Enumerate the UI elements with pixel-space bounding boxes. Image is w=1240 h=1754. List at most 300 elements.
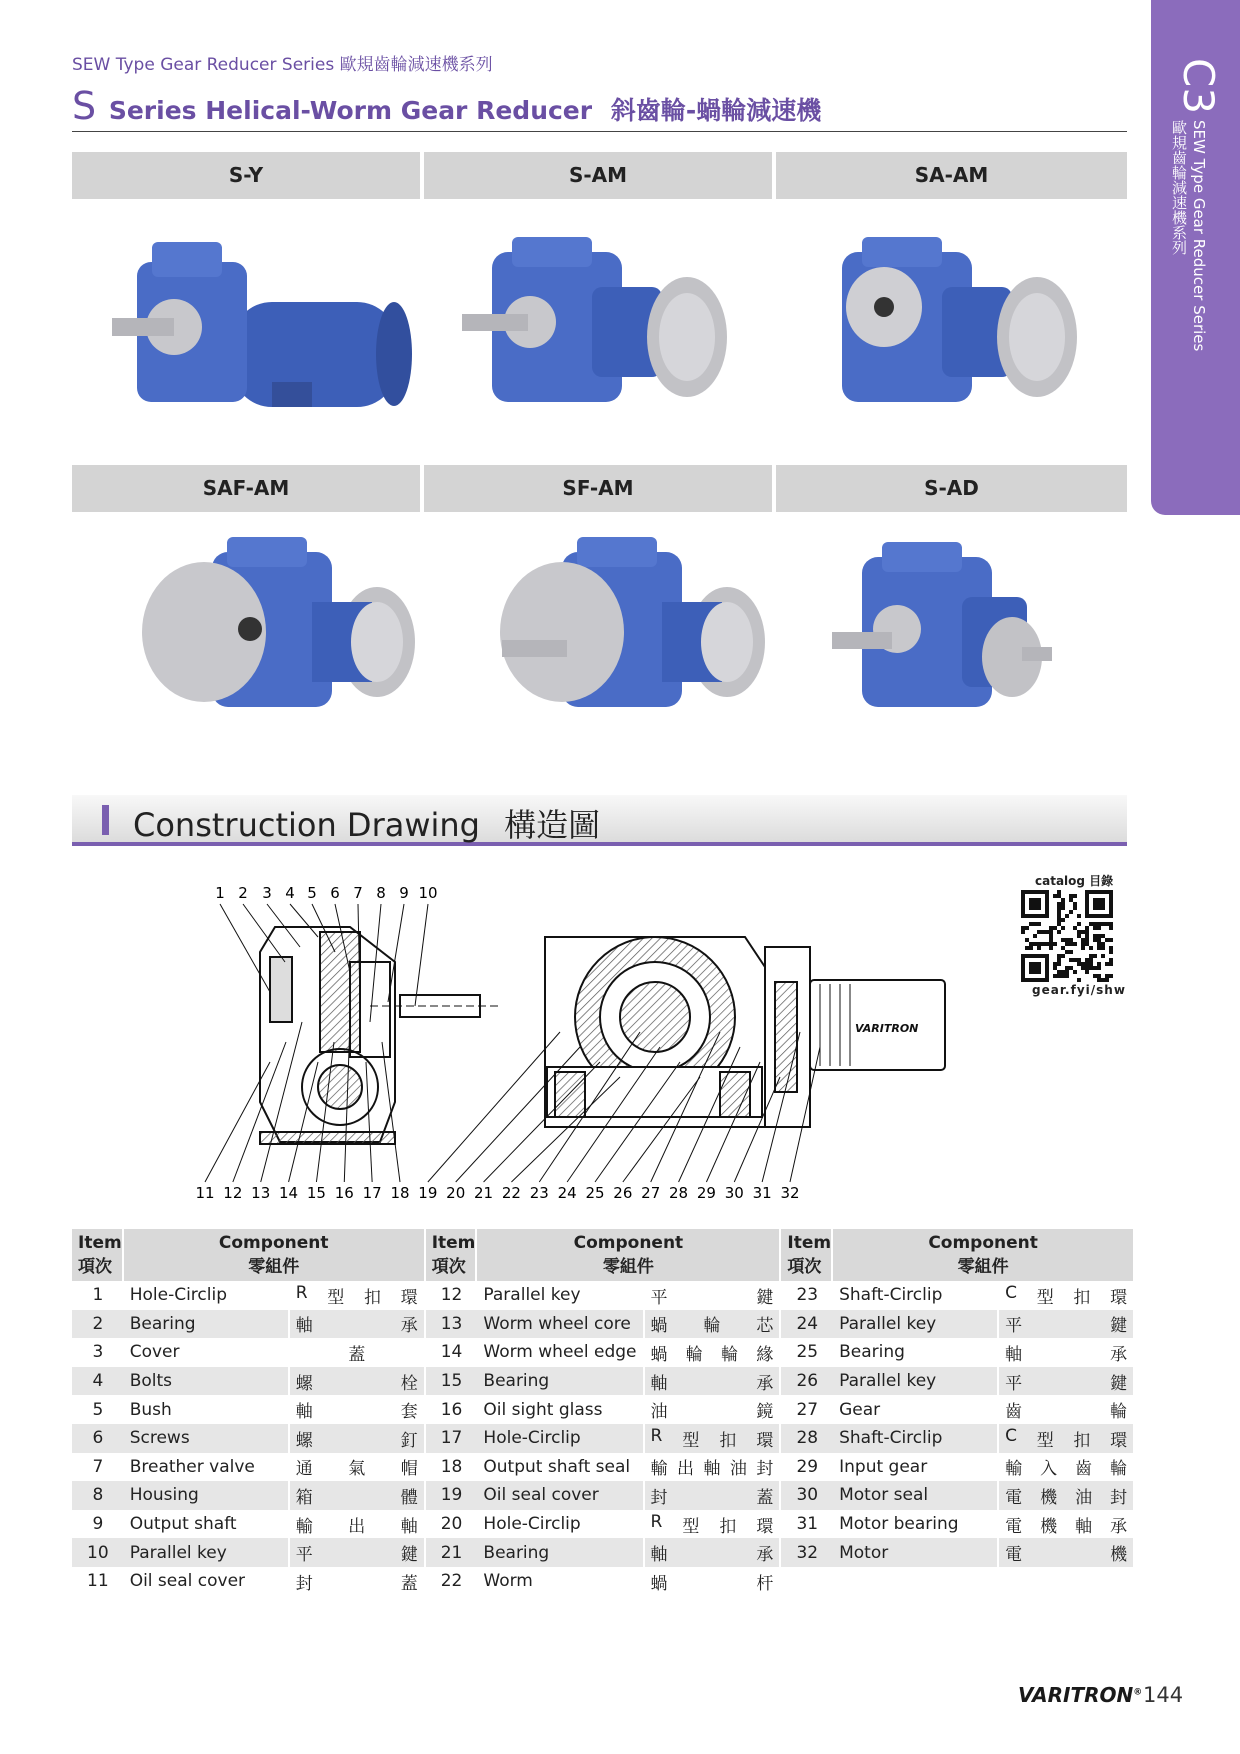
qr-module bbox=[1069, 942, 1073, 946]
component-name-zh-text: 平 鍵 bbox=[1005, 1316, 1128, 1337]
component-name-zh-text: 平 鍵 bbox=[650, 1287, 774, 1308]
qr-module bbox=[1089, 922, 1093, 926]
qr-module bbox=[1057, 930, 1061, 934]
component-name-zh-text: R 型 扣 環 bbox=[650, 1511, 774, 1537]
qr-module bbox=[1097, 966, 1101, 970]
page-title bbox=[72, 84, 821, 128]
qr-module bbox=[1033, 922, 1037, 926]
component-name-en: Bearing bbox=[477, 1367, 644, 1396]
component-name-zh-text: R 型 扣 環 bbox=[295, 1282, 418, 1308]
item-number: 30 bbox=[781, 1481, 833, 1510]
qr-module bbox=[1029, 922, 1033, 926]
qr-module bbox=[1077, 922, 1081, 926]
component-name-zh bbox=[290, 1424, 426, 1453]
section-title-zh: 構造圖 bbox=[504, 806, 601, 844]
component-name-en: Worm bbox=[477, 1567, 644, 1596]
component-name-zh bbox=[290, 1510, 426, 1539]
component-name-en: Gear bbox=[833, 1395, 999, 1424]
component-name-zh-text: 電 機 油 封 bbox=[1005, 1487, 1128, 1508]
qr-module bbox=[1097, 974, 1101, 978]
callout-number: 26 bbox=[613, 1184, 633, 1202]
component-name-zh-text: 封 蓋 bbox=[295, 1573, 418, 1594]
callout-leader bbox=[382, 1042, 400, 1182]
component-name-zh bbox=[645, 1453, 782, 1482]
qr-module bbox=[1085, 938, 1089, 942]
qr-module bbox=[1029, 946, 1033, 950]
component-name-zh-text: C 型 扣 環 bbox=[1005, 1425, 1128, 1451]
component-name-zh-text: 平 鍵 bbox=[1005, 1373, 1128, 1394]
callout-number: 6 bbox=[330, 884, 340, 902]
qr-module bbox=[1061, 938, 1065, 942]
qr-module bbox=[1093, 966, 1097, 970]
component-name-zh-text: 輸 出 軸 bbox=[295, 1516, 418, 1537]
qr-module bbox=[1073, 970, 1077, 974]
qr-module bbox=[1101, 942, 1105, 946]
callout-leader bbox=[243, 904, 285, 962]
qr-module bbox=[1097, 978, 1101, 982]
qr-code[interactable] bbox=[1021, 890, 1113, 982]
column-header-component: Component 零組件 bbox=[124, 1229, 426, 1281]
column-header-item: Item 項次 bbox=[781, 1229, 833, 1281]
component-name-en: Bush bbox=[124, 1395, 290, 1424]
qr-module bbox=[1049, 938, 1053, 942]
qr-module bbox=[1065, 970, 1069, 974]
table-row bbox=[72, 1367, 1135, 1396]
qr-module bbox=[1065, 974, 1069, 978]
qr-module bbox=[1061, 974, 1065, 978]
item-number: 24 bbox=[781, 1310, 833, 1339]
qr-module bbox=[1073, 926, 1077, 930]
component-name-zh-text: 電 機 bbox=[1005, 1545, 1128, 1566]
qr-module bbox=[1097, 934, 1101, 938]
callout-number: 19 bbox=[418, 1184, 438, 1202]
qr-module bbox=[1053, 962, 1057, 966]
qr-module bbox=[1105, 978, 1109, 982]
qr-module bbox=[1101, 978, 1105, 982]
component-name-en: Bearing bbox=[124, 1310, 290, 1339]
qr-module bbox=[1085, 966, 1089, 970]
component-name-en: Parallel key bbox=[124, 1538, 290, 1567]
qr-module bbox=[1097, 922, 1101, 926]
callout-number: 7 bbox=[353, 884, 363, 902]
qr-module bbox=[1037, 922, 1041, 926]
qr-module bbox=[1057, 918, 1061, 922]
qr-module bbox=[1081, 930, 1085, 934]
qr-module bbox=[1057, 910, 1061, 914]
table-row bbox=[72, 1538, 1135, 1567]
table-row bbox=[72, 1424, 1135, 1453]
component-name-en: Bearing bbox=[833, 1338, 999, 1367]
item-number: 17 bbox=[426, 1424, 478, 1453]
product-image-s-am bbox=[462, 232, 762, 432]
component-name-zh bbox=[999, 1510, 1135, 1539]
item-number: 18 bbox=[440, 1456, 463, 1477]
qr-module bbox=[1037, 946, 1041, 950]
qr-module bbox=[1085, 934, 1089, 938]
qr-module bbox=[1061, 902, 1065, 906]
qr-module bbox=[1069, 894, 1073, 898]
table-header-row bbox=[72, 1229, 1135, 1281]
callout-number: 30 bbox=[724, 1184, 744, 1202]
component-name-zh-text: 蝸 輪 輪 緣 bbox=[650, 1344, 774, 1365]
qr-module bbox=[1093, 954, 1097, 958]
product-image-saf-am bbox=[132, 537, 432, 737]
item-number: 14 bbox=[440, 1342, 463, 1363]
qr-module bbox=[1109, 922, 1113, 926]
qr-module bbox=[1065, 938, 1069, 942]
component-name-zh-text: 軸 承 bbox=[295, 1316, 418, 1337]
qr-module bbox=[1061, 970, 1065, 974]
qr-module bbox=[1037, 930, 1041, 934]
component-name-zh-text: R 型 扣 環 bbox=[650, 1425, 774, 1451]
component-name-zh bbox=[290, 1567, 426, 1596]
qr-module bbox=[1077, 958, 1081, 962]
callout-number: 12 bbox=[223, 1184, 243, 1202]
qr-module bbox=[1109, 938, 1113, 942]
qr-module bbox=[1101, 934, 1105, 938]
qr-module bbox=[1061, 946, 1065, 950]
callout-number: 21 bbox=[474, 1184, 494, 1202]
qr-module bbox=[1073, 958, 1077, 962]
callout-number: 1 bbox=[215, 884, 225, 902]
title-divider bbox=[72, 131, 1127, 132]
qr-module bbox=[1057, 958, 1061, 962]
component-name-en: Screws bbox=[124, 1424, 290, 1453]
qr-module bbox=[1105, 938, 1109, 942]
item-number: 6 bbox=[72, 1424, 124, 1453]
component-name-zh-text: 螺 栓 bbox=[295, 1373, 418, 1394]
qr-module bbox=[1105, 922, 1109, 926]
component-name-zh-text: 軸 承 bbox=[1005, 1344, 1128, 1365]
product-image-sf-am bbox=[482, 537, 782, 737]
qr-module bbox=[1065, 942, 1069, 946]
qr-module bbox=[1057, 970, 1061, 974]
callout-leader bbox=[205, 1062, 270, 1182]
qr-module bbox=[1061, 954, 1065, 958]
product-header: SAF-AM bbox=[72, 465, 420, 512]
chapter-label-en: SEW Type Gear Reducer Series bbox=[1190, 120, 1208, 352]
qr-module bbox=[1077, 930, 1081, 934]
qr-module bbox=[1065, 914, 1069, 918]
item-number: 28 bbox=[781, 1424, 833, 1453]
item-number: 15 bbox=[426, 1367, 478, 1396]
component-name-zh bbox=[999, 1367, 1135, 1396]
qr-module bbox=[1081, 942, 1085, 946]
qr-module bbox=[1057, 962, 1061, 966]
component-name-zh-text: 螺 釘 bbox=[295, 1430, 418, 1451]
component-name-en: Input gear bbox=[833, 1453, 999, 1482]
callout-number: 15 bbox=[306, 1184, 326, 1202]
component-name-en: Breather valve bbox=[124, 1453, 290, 1482]
item-number: 8 bbox=[72, 1481, 124, 1510]
table-row bbox=[72, 1281, 1135, 1310]
product-header: SF-AM bbox=[424, 465, 772, 512]
qr-module bbox=[1049, 930, 1053, 934]
qr-module bbox=[1109, 974, 1113, 978]
qr-module bbox=[1093, 898, 1105, 910]
component-name-zh bbox=[645, 1510, 782, 1539]
callout-leader bbox=[290, 904, 318, 937]
qr-module bbox=[1053, 894, 1057, 898]
qr-module bbox=[1073, 942, 1077, 946]
component-name-en: Bolts bbox=[124, 1367, 290, 1396]
qr-module bbox=[1069, 898, 1073, 902]
qr-module bbox=[1085, 958, 1089, 962]
qr-module bbox=[1109, 950, 1113, 954]
qr-module bbox=[1053, 966, 1057, 970]
component-name-zh bbox=[645, 1538, 782, 1567]
callout-leader bbox=[484, 1062, 600, 1182]
item-number: 4 bbox=[72, 1367, 124, 1396]
qr-module bbox=[1069, 950, 1073, 954]
qr-module bbox=[1053, 974, 1057, 978]
component-name-zh-text: 齒 輪 bbox=[1005, 1402, 1128, 1423]
callout-leader bbox=[261, 1022, 302, 1182]
title-text-zh: 斜齒輪-蝸輪減速機 bbox=[610, 96, 822, 125]
item-number: 32 bbox=[781, 1538, 833, 1567]
qr-module bbox=[1093, 974, 1097, 978]
component-name-zh bbox=[645, 1367, 782, 1396]
title-letter: S bbox=[72, 84, 97, 128]
section-header bbox=[72, 795, 1127, 846]
qr-module bbox=[1049, 934, 1053, 938]
component-name-en: Hole-Circlip bbox=[477, 1510, 644, 1539]
qr-module bbox=[1093, 922, 1097, 926]
qr-module bbox=[1101, 954, 1105, 958]
qr-module bbox=[1097, 946, 1101, 950]
qr-module bbox=[1049, 942, 1053, 946]
qr-module bbox=[1029, 898, 1041, 910]
component-name-zh-text: 蓋 bbox=[348, 1344, 366, 1365]
qr-module bbox=[1077, 962, 1081, 966]
qr-module bbox=[1097, 926, 1101, 930]
qr-module bbox=[1109, 926, 1113, 930]
component-name-zh bbox=[645, 1481, 782, 1510]
qr-module bbox=[1057, 974, 1061, 978]
component-name-zh bbox=[999, 1453, 1135, 1482]
component-name-zh bbox=[999, 1395, 1135, 1424]
component-name-en: Oil seal cover bbox=[477, 1481, 644, 1510]
component-name-zh-text: 軸 套 bbox=[295, 1402, 418, 1423]
qr-module bbox=[1025, 938, 1029, 942]
component-name-zh-text: 平 鍵 bbox=[295, 1545, 418, 1566]
callout-number: 31 bbox=[752, 1184, 772, 1202]
table-row bbox=[72, 1338, 1135, 1367]
table-row bbox=[72, 1510, 1135, 1539]
component-name-zh bbox=[645, 1338, 782, 1367]
item-number: 19 bbox=[426, 1481, 478, 1510]
callout-number: 24 bbox=[557, 1184, 577, 1202]
callout-number: 8 bbox=[376, 884, 386, 902]
item-number: 9 bbox=[92, 1514, 104, 1535]
component-name-zh bbox=[290, 1310, 426, 1339]
component-name-zh-text: 輸 入 齒 輪 bbox=[1005, 1459, 1128, 1480]
component-name-en: Worm wheel core bbox=[477, 1310, 644, 1339]
qr-module bbox=[1057, 902, 1061, 906]
qr-module bbox=[1089, 954, 1093, 958]
qr-module bbox=[1069, 958, 1073, 962]
construction-drawing bbox=[195, 872, 960, 1202]
component-name-zh-text: 油 鏡 bbox=[650, 1402, 774, 1423]
component-name-zh bbox=[290, 1281, 426, 1310]
component-name-zh bbox=[645, 1424, 782, 1453]
component-name-en: Motor seal bbox=[833, 1481, 999, 1510]
item-number: 27 bbox=[796, 1399, 819, 1420]
component-name-zh-text: C 型 扣 環 bbox=[1005, 1282, 1128, 1308]
callout-number: 18 bbox=[390, 1184, 410, 1202]
callout-number: 13 bbox=[251, 1184, 271, 1202]
qr-module bbox=[1061, 906, 1065, 910]
qr-module bbox=[1049, 926, 1053, 930]
qr-module bbox=[1041, 942, 1045, 946]
qr-module bbox=[1057, 890, 1061, 894]
table-row bbox=[72, 1310, 1135, 1339]
component-name-en: Cover bbox=[124, 1338, 290, 1367]
chapter-side-tab[interactable] bbox=[1151, 0, 1240, 515]
table-row bbox=[72, 1567, 1135, 1596]
qr-module bbox=[1105, 962, 1109, 966]
table-row bbox=[72, 1453, 1135, 1482]
callout-number: 32 bbox=[780, 1184, 800, 1202]
parts-table bbox=[72, 1229, 1135, 1596]
qr-label: catalog 目錄 bbox=[1035, 874, 1114, 888]
callout-number: 16 bbox=[334, 1184, 354, 1202]
component-name-zh-text: 蝸 輪 芯 bbox=[650, 1316, 774, 1337]
component-name-en: Parallel key bbox=[833, 1310, 999, 1339]
section-accent bbox=[102, 805, 109, 835]
component-name-en: Housing bbox=[124, 1481, 290, 1510]
qr-module bbox=[1045, 930, 1049, 934]
qr-module bbox=[1065, 950, 1069, 954]
item-number: 3 bbox=[92, 1342, 104, 1363]
callout-number: 28 bbox=[669, 1184, 689, 1202]
component-name-zh bbox=[645, 1310, 782, 1339]
item-number: 7 bbox=[92, 1456, 104, 1477]
callout-leader bbox=[366, 1062, 372, 1182]
product-image-s-ad bbox=[832, 537, 1132, 737]
callout-number: 11 bbox=[195, 1184, 215, 1202]
qr-module bbox=[1057, 922, 1061, 926]
qr-module bbox=[1101, 946, 1105, 950]
qr-module bbox=[1085, 962, 1089, 966]
callout-number: 25 bbox=[585, 1184, 605, 1202]
product-image-sa-am bbox=[812, 232, 1112, 432]
component-name-en: Oil seal cover bbox=[124, 1567, 290, 1596]
component-name-en: Oil sight glass bbox=[477, 1395, 644, 1424]
callout-number: 22 bbox=[501, 1184, 521, 1202]
column-header-item: Item 項次 bbox=[426, 1229, 478, 1281]
item-number: 11 bbox=[87, 1571, 109, 1592]
component-name-en: Parallel key bbox=[477, 1281, 644, 1310]
callout-number: 4 bbox=[285, 884, 295, 902]
callout-number: 29 bbox=[696, 1184, 716, 1202]
component-name-zh-text: 軸 承 bbox=[650, 1545, 774, 1566]
component-name-zh bbox=[645, 1395, 782, 1424]
qr-module bbox=[1069, 966, 1073, 970]
qr-module bbox=[1093, 934, 1097, 938]
qr-module bbox=[1057, 954, 1061, 958]
motor-brand-label: VARITRON bbox=[855, 1022, 919, 1035]
qr-module bbox=[1021, 930, 1025, 934]
chapter-code: C3 bbox=[1174, 58, 1223, 115]
qr-module bbox=[1045, 942, 1049, 946]
callout-number: 10 bbox=[418, 884, 438, 902]
item-number: 5 bbox=[92, 1399, 104, 1420]
callout-number: 20 bbox=[446, 1184, 466, 1202]
qr-module bbox=[1053, 942, 1057, 946]
qr-module bbox=[1109, 946, 1113, 950]
qr-module bbox=[1085, 970, 1089, 974]
component-name-zh bbox=[645, 1281, 782, 1310]
component-name-zh bbox=[290, 1481, 426, 1510]
qr-module bbox=[1085, 942, 1089, 946]
component-name-en bbox=[833, 1567, 999, 1596]
component-name-en: Output shaft bbox=[124, 1510, 290, 1539]
qr-url[interactable]: gear.fyi/shw bbox=[1032, 983, 1126, 997]
component-name-zh bbox=[999, 1538, 1135, 1567]
qr-module bbox=[1057, 894, 1061, 898]
qr-module bbox=[1053, 926, 1057, 930]
component-name-zh bbox=[999, 1481, 1135, 1510]
item-number: 25 bbox=[796, 1342, 819, 1363]
right-section-view bbox=[545, 937, 945, 1127]
component-name-zh bbox=[290, 1367, 426, 1396]
component-name-en: Parallel key bbox=[833, 1367, 999, 1396]
component-name-zh bbox=[999, 1310, 1135, 1339]
product-header: S-AD bbox=[776, 465, 1127, 512]
breadcrumb: SEW Type Gear Reducer Series 歐規齒輪減速機系列 bbox=[72, 55, 493, 75]
qr-module bbox=[1061, 898, 1065, 902]
component-name-en: Bearing bbox=[477, 1538, 644, 1567]
component-name-zh-text: 軸 承 bbox=[650, 1373, 774, 1394]
callout-number: 14 bbox=[279, 1184, 299, 1202]
component-name-en: Motor bbox=[833, 1538, 999, 1567]
item-number: 13 bbox=[426, 1310, 478, 1339]
qr-module bbox=[1077, 934, 1081, 938]
page-number: 144 bbox=[1143, 1683, 1184, 1707]
component-name-zh-text: 通 氣 帽 bbox=[295, 1459, 418, 1480]
qr-module bbox=[1049, 946, 1053, 950]
component-name-zh bbox=[645, 1567, 782, 1596]
item-number bbox=[781, 1567, 833, 1596]
item-number: 21 bbox=[426, 1538, 478, 1567]
product-image-s-y bbox=[112, 232, 412, 432]
product-header: SA-AM bbox=[776, 152, 1127, 199]
product-header: S-AM bbox=[424, 152, 772, 199]
qr-module bbox=[1025, 946, 1029, 950]
qr-module bbox=[1097, 942, 1101, 946]
qr-module bbox=[1081, 962, 1085, 966]
qr-module bbox=[1089, 966, 1093, 970]
qr-module bbox=[1029, 942, 1033, 946]
component-name-en: Hole-Circlip bbox=[477, 1424, 644, 1453]
component-name-en: Motor bearing bbox=[833, 1510, 999, 1539]
qr-module bbox=[1037, 942, 1041, 946]
qr-module bbox=[1085, 930, 1089, 934]
item-number: 1 bbox=[92, 1285, 104, 1306]
item-number: 2 bbox=[72, 1310, 124, 1339]
callout-leader bbox=[428, 1032, 560, 1182]
section-title bbox=[133, 800, 600, 846]
component-name-zh bbox=[999, 1281, 1135, 1310]
qr-module bbox=[1109, 958, 1113, 962]
qr-module bbox=[1105, 974, 1109, 978]
qr-module bbox=[1057, 914, 1061, 918]
qr-module bbox=[1093, 926, 1097, 930]
footer-brand-logo: VARITRON® bbox=[1018, 1683, 1143, 1707]
callout-leader bbox=[415, 904, 428, 1006]
qr-module bbox=[1097, 938, 1101, 942]
